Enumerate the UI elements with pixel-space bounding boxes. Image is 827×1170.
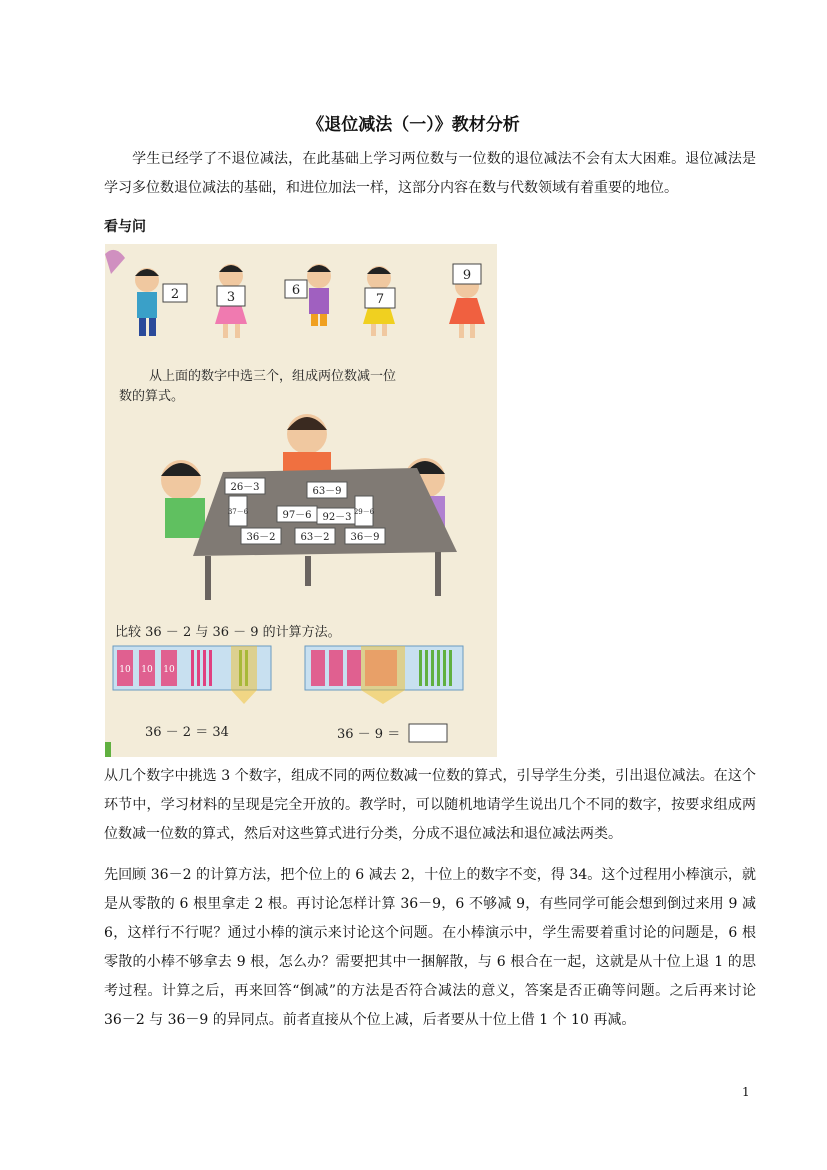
table-card: 26－3 <box>230 482 260 493</box>
corner-decoration <box>105 742 111 757</box>
document-title: 《退位减法（一）》教材分析 <box>307 115 520 135</box>
equation-2: 36 － 9 ＝ <box>337 727 401 742</box>
page-number: 1 <box>742 1085 750 1099</box>
table-card: 36－9 <box>350 532 380 543</box>
answer-box <box>409 724 447 742</box>
paragraph-2: 从几个数字中挑选 3 个数字，组成不同的两位数减一位数的算式，引导学生分类，引出退位减法。在这个环节中，学习材料的呈现是完全开放的。教学时，可以随机地请学生说出几个不同的数字，按要求组成两位数减一位数的算式，然后对这些算式进行分类，分成不退位减法和退位减法两类。 <box>104 768 756 842</box>
paragraph-3-text: 先回顾 36－2 的计算方法，把个位上的 6 减去 2，十位上的数字不变，得 34。这个过程用小棒演示，就是从零散的 6 根里拿走 2 根。再讨论怎样计算 36－9，6 不够减 9，有些同学可能会想到倒过来用 9 减 6，这样行不行呢？通过小棒的演示来讨论这个问题。在小棒演示中，学生需要着重讨论的问题是，6 根零散的小棒不够拿去 9 根，怎么办？需要把其中一捆解散，与 6 根合在一起，这就是从十位上退 1 的思考过程。计算之后，再来回答“倒减”的方法是否符合减法的意义，答案是否正确等问题。之后再来讨论 36－2 与 36－9 的异同点。前者直接从个位上减，后者要从十位上借 1 个 10 再减。 <box>104 867 756 1028</box>
bundle-label: 10 <box>141 665 153 675</box>
card-digit: 2 <box>170 287 180 302</box>
card-digit: 6 <box>291 283 301 298</box>
card-digit: 7 <box>375 292 385 307</box>
card-digit: 3 <box>226 290 236 305</box>
corner-decoration <box>105 250 125 274</box>
table-card: 29－6 <box>353 508 375 516</box>
child-figure <box>135 268 159 336</box>
table-card: 97－6 <box>282 510 312 521</box>
stick-panel-left <box>113 646 271 704</box>
children-with-number-cards <box>105 250 485 338</box>
paragraph-3 <box>104 861 756 1035</box>
card-digit: 9 <box>462 268 472 283</box>
prompt-line-1: 从上面的数字中选三个，组成两位数减一位 <box>149 369 397 384</box>
intro-text: 学生已经学了不退位减法，在此基础上学习两位数与一位数的退位减法不会有太大困难。退位减法是学习多位数退位减法的基础，和进位加法一样，这部分内容在数与代数领域有着重要的地位。 <box>104 151 756 196</box>
stick-panel-right <box>305 646 463 704</box>
table-card: 92－3 <box>322 512 352 523</box>
bundle-label: 10 <box>119 665 131 675</box>
section-heading: 看与问 <box>104 219 146 235</box>
child-figure <box>307 264 331 326</box>
table-card: 63－9 <box>312 486 342 497</box>
textbook-illustration <box>105 244 497 757</box>
table-card: 37－6 <box>227 508 249 516</box>
table-card: 63－2 <box>300 532 330 543</box>
prompt-line-2: 数的算式。 <box>119 389 185 404</box>
bundle-label: 10 <box>163 665 175 675</box>
table-card: 36－2 <box>246 532 276 543</box>
equation-1: 36 － 2 ＝ 34 <box>145 725 229 740</box>
compare-prompt: 比较 36 － 2 与 36 － 9 的计算方法。 <box>115 625 341 640</box>
intro-paragraph <box>104 145 756 203</box>
